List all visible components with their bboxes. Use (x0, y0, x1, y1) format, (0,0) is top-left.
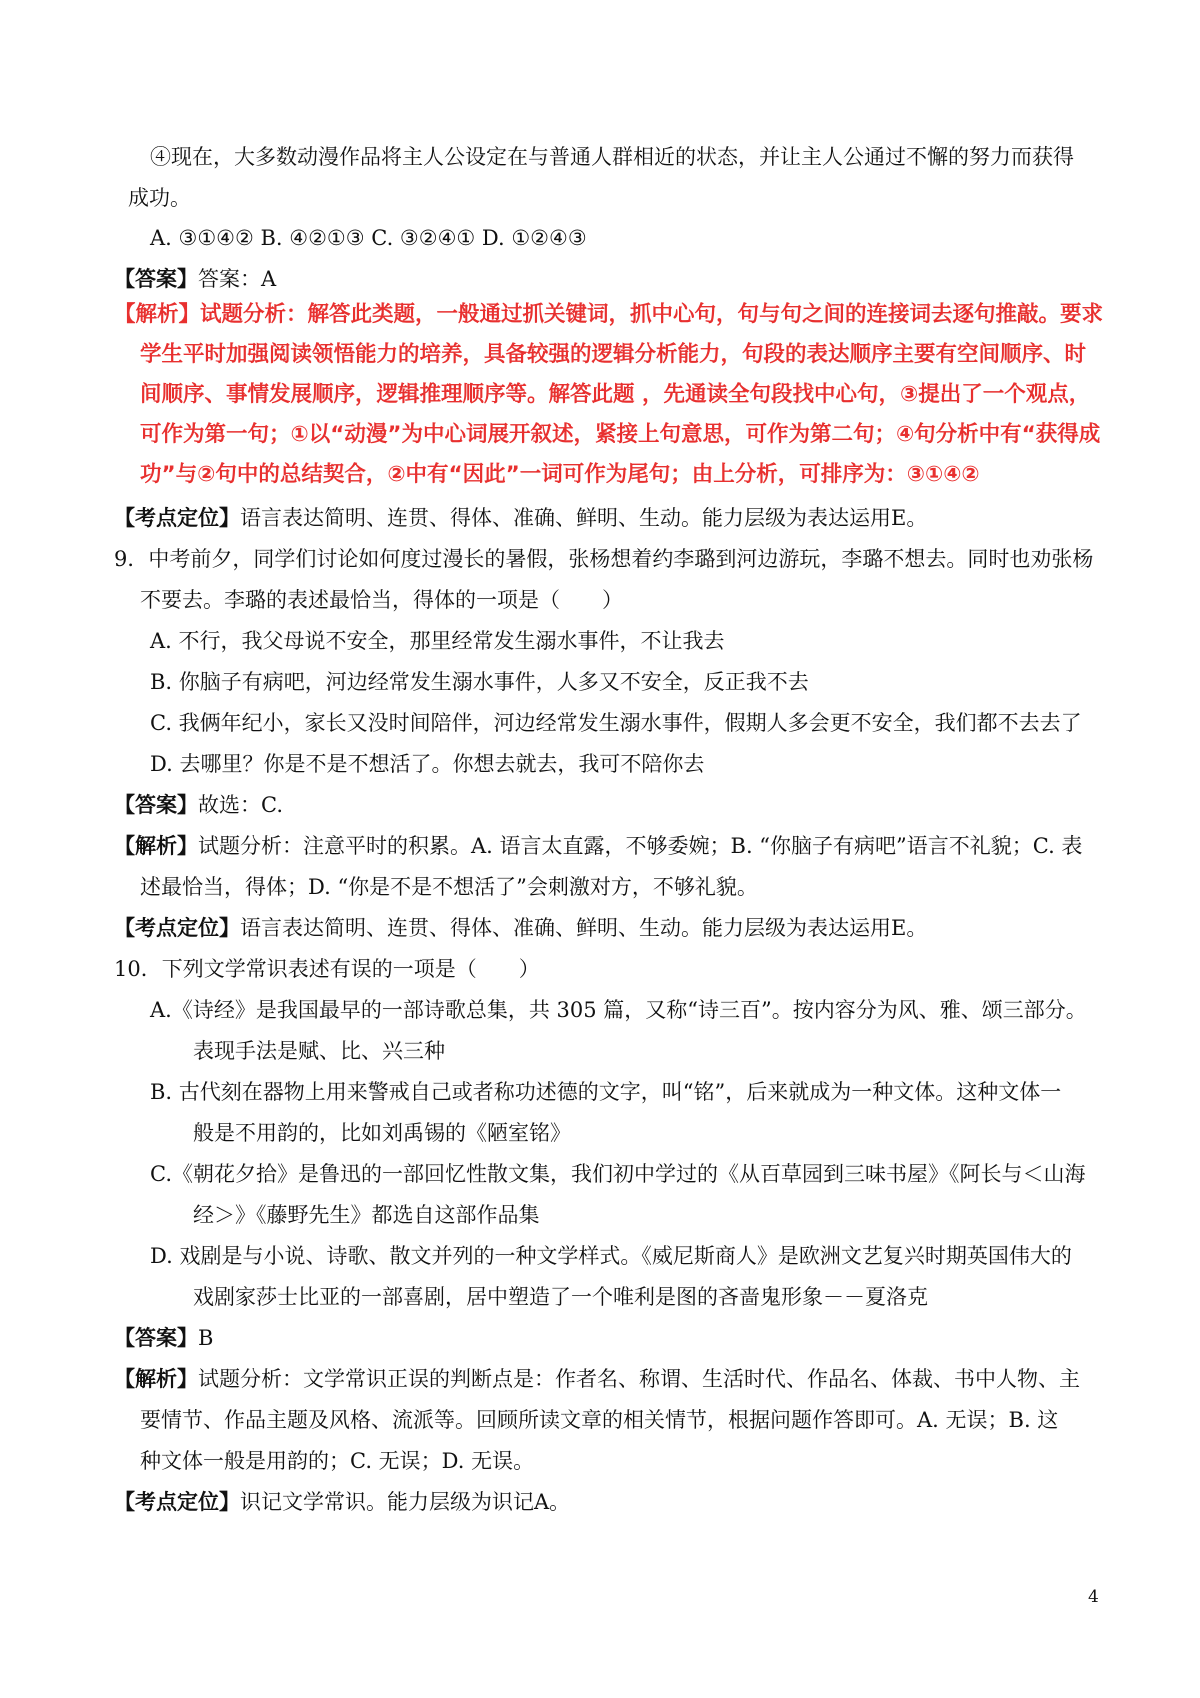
kaodian-text: 识记文学常识。能力层级为识记A。 (240, 1490, 571, 1514)
q8-analysis-line2: 学生平时加强阅读领悟能力的培养，具备较强的逻辑分析能力，句段的表达顺序主要有空间顺序、时 (140, 342, 1087, 367)
q9-option-b: B. 你脑子有病吧，河边经常发生溺水事件，人多又不安全，反正我不去 (150, 670, 809, 694)
analysis-text: 试题分析：注意平时的积累。A. 语言太直露，不够委婉；B. “你脑子有病吧”语言不礼貌；C. 表 (198, 834, 1083, 858)
q8-options: A. ③①④② B. ④②①③ C. ③②④① D. ①②④③ (150, 226, 587, 250)
q10-analysis-line1 (114, 1364, 1080, 1394)
analysis-tag: 【解析】 (114, 1366, 198, 1391)
q10-option-a-line2: 表现手法是赋、比、兴三种 (193, 1039, 445, 1063)
answer-tag: 【答案】 (114, 1325, 198, 1350)
kaodian-tag: 【考点定位】 (114, 1489, 240, 1514)
q8-item4-line2: 成功。 (128, 186, 191, 210)
q8-analysis-line1: 【解析】试题分析：解答此类题，一般通过抓关键词，抓中心句，句与句之间的连接词去逐句推敲。要求 (114, 302, 1104, 327)
q9-stem-line2: 不要去。李璐的表述最恰当，得体的一项是（ ） (140, 588, 623, 612)
q9-answer (114, 790, 283, 820)
q9-option-a: A. 不行，我父母说不安全，那里经常发生溺水事件，不让我去 (150, 629, 725, 653)
q8-analysis-line4: 可作为第一句；①以“动漫”为中心词展开叙述，紧接上句意思，可作为第二句；④句分析中有“获得成 (140, 422, 1101, 447)
q9-kaodian (114, 913, 927, 943)
answer-text: B (198, 1326, 214, 1350)
kaodian-tag: 【考点定位】 (114, 505, 240, 530)
q10-option-c-line1: C.《朝花夕拾》是鲁迅的一部回忆性散文集，我们初中学过的《从百草园到三味书屋》《阿长与＜山海 (150, 1162, 1086, 1186)
kaodian-text: 语言表达简明、连贯、得体、准确、鲜明、生动。能力层级为表达运用E。 (240, 916, 928, 940)
q10-option-b-line1: B. 古代刻在器物上用来警戒自己或者称功述德的文字，叫“铭”，后来就成为一种文体。这种文体一 (150, 1080, 1062, 1104)
q10-option-a-line1: A.《诗经》是我国最早的一部诗歌总集，共 305 篇，又称“诗三百”。按内容分为风、雅、颂三部分。 (150, 998, 1087, 1022)
analysis-tag: 【解析】 (114, 833, 198, 858)
q8-answer (114, 264, 276, 294)
q10-option-b-line2: 般是不用韵的，比如刘禹锡的《陋室铭》 (193, 1121, 571, 1145)
q10-answer (114, 1323, 213, 1353)
q9-stem-line1: 9．中考前夕，同学们讨论如何度过漫长的暑假，张杨想着约李璐到河边游玩，李璐不想去。同时也劝张杨 (114, 547, 1094, 571)
q10-analysis-line3: 种文体一般是用韵的；C. 无误；D. 无误。 (140, 1449, 535, 1473)
q9-analysis-line1 (114, 831, 1082, 861)
answer-text: 故选：C. (198, 793, 283, 817)
q9-analysis-line2: 述最恰当，得体；D. “你是不是不想活了”会刺激对方，不够礼貌。 (140, 875, 758, 899)
answer-text: 答案：A (198, 267, 277, 291)
q9-option-d: D. 去哪里？你是不是不想活了。你想去就去，我可不陪你去 (150, 752, 705, 776)
answer-tag: 【答案】 (114, 792, 198, 817)
q10-option-c-line2: 经＞》《藤野先生》都选自这部作品集 (193, 1203, 540, 1227)
page-number: 4 (1088, 1587, 1099, 1607)
q10-option-d-line1: D. 戏剧是与小说、诗歌、散文并列的一种文学样式。《威尼斯商人》是欧洲文艺复兴时期英国伟大的 (150, 1244, 1072, 1268)
q10-option-d-line2: 戏剧家莎士比亚的一部喜剧，居中塑造了一个唯利是图的吝啬鬼形象－－夏洛克 (193, 1285, 928, 1309)
q9-option-c: C. 我俩年纪小，家长又没时间陪伴，河边经常发生溺水事件，假期人多会更不安全，我们都不去去了 (150, 711, 1082, 735)
q10-stem: 10．下列文学常识表述有误的一项是（ ） (114, 957, 540, 981)
kaodian-tag: 【考点定位】 (114, 915, 240, 940)
q8-analysis-line3: 间顺序、事情发展顺序，逻辑推理顺序等。解答此题 ，先通读全句段找中心句，③提出了一个观点， (140, 382, 1091, 407)
q10-analysis-line2: 要情节、作品主题及风格、流派等。回顾所读文章的相关情节，根据问题作答即可。A. 无误；B. 这 (140, 1408, 1059, 1432)
q8-item4-line1: ④现在，大多数动漫作品将主人公设定在与普通人群相近的状态，并让主人公通过不懈的努力而获得 (150, 145, 1074, 169)
q8-analysis-line5: 功”与②句中的总结契合，②中有“因此”一词可作为尾句；由上分析，可排序为：③①④② (140, 462, 980, 487)
answer-tag: 【答案】 (114, 266, 198, 291)
kaodian-text: 语言表达简明、连贯、得体、准确、鲜明、生动。能力层级为表达运用E。 (240, 506, 928, 530)
q10-kaodian (114, 1487, 570, 1517)
analysis-text: 试题分析：文学常识正误的判断点是：作者名、称谓、生活时代、作品名、体裁、书中人物、主 (198, 1367, 1080, 1391)
q8-kaodian (114, 503, 927, 533)
